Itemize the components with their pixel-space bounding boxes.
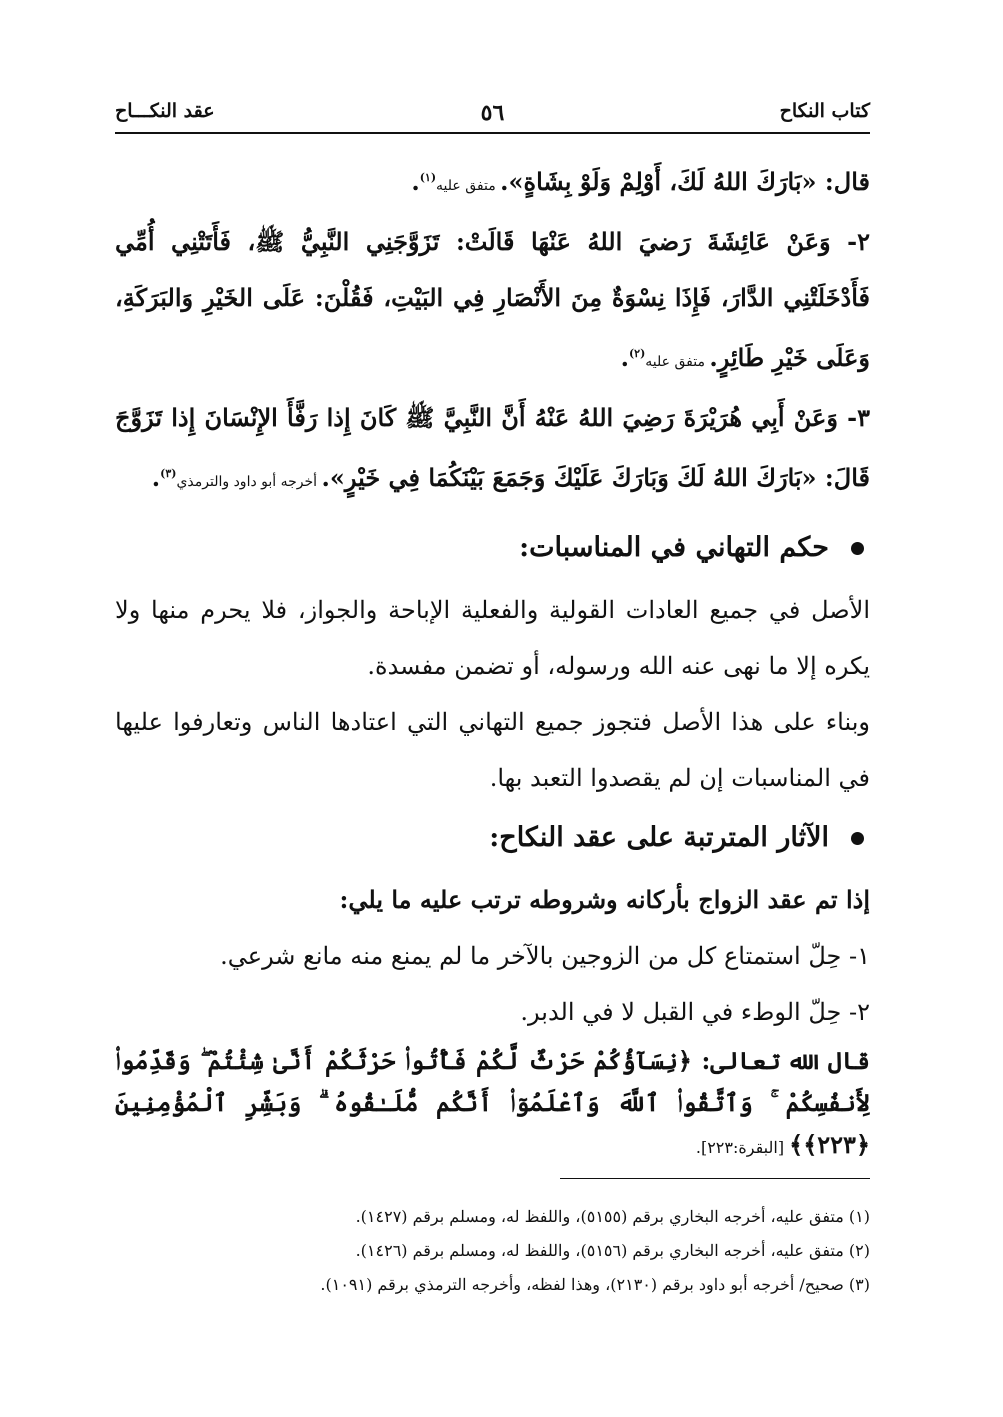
section-title-2: الآثار المترتبة على عقد النكاح:	[489, 822, 829, 853]
footnote-marker-1: (١)	[419, 171, 437, 184]
section2-item-2: ٢- حِلّ الوطء في القبل لا في الدبر.	[520, 998, 870, 1026]
footnote-2: (٢) متفق عليه، أخرجه البخاري برقم (٥١٥٦)، واللفظ له، ومسلم برقم (١٤٢٦).	[355, 1241, 870, 1260]
footnote-marker-3: (٣)	[160, 467, 177, 480]
section-title-1: حكم التهاني في المناسبات:	[519, 532, 829, 563]
hadith-text-3: ٣- وَعَنْ أَبِي هُرَيْرَةَ رَضِيَ اللهُ عَنْهُ أَنَّ النَّبِيَّ ﷺ كَانَ إِذا رَفَّأَ الإِنْسَانَ إِذا تَزَوَّجَ قَالَ: «بَارَكَ اللهُ لَكَ وَبَارَكَ عَلَيْكَ وَجَمَعَ بَيْنَكُمَا فِي خَيْرٍ».	[115, 403, 870, 492]
page-number: ٥٦	[480, 100, 505, 126]
quran-verse	[115, 1040, 870, 1169]
bullet-icon	[851, 542, 864, 555]
chapter-title: عقد النكـــاح	[115, 100, 215, 122]
hadith-end-3: .	[151, 463, 161, 492]
quran-verse-text: قال الله تعالى: ﴿نِسَآؤُكُمْ حَرْثٌ لَّكُمْ فَأْتُوا۟ حَرْثَكُمْ أَنَّىٰ شِئْتُمْ ۖ وَقَدِّمُوا۟ لِأَنفُسِكُمْ ۚ وَٱتَّقُوا۟ ٱللَّهَ وَٱعْلَمُوٓا۟ أَنَّكُم مُّلَـٰقُوهُ ۗ وَبَشِّرِ ٱلْمُؤْمِنِينَ ﴿٢٢٣﴾﴾	[115, 1046, 870, 1159]
section1-paragraph-1: الأصل في جميع العادات القولية والفعلية الإباحة والجواز، فلا يحرم منها ولا يكره إلا ما نهى عنه الله ورسوله، أو تضمن مفسدة.	[115, 596, 870, 680]
hadith-paragraph-1	[115, 150, 870, 214]
footnotes	[115, 1200, 870, 1302]
bullet-icon	[851, 832, 864, 845]
footnote-3: (٣) صحيح/ أخرجه أبو داود برقم (٢١٣٠)، وهذا لفظه، وأخرجه الترمذي برقم (١٠٩١).	[320, 1275, 870, 1294]
section2-intro: إذا تم عقد الزواج بأركانه وشروطه ترتب عليه ما يلي:	[339, 885, 870, 914]
hadith-paragraph-2	[115, 214, 870, 390]
footnote-1: (١) متفق عليه، أخرجه البخاري برقم (٥١٥٥)، واللفظ له، ومسلم برقم (١٤٢٧).	[355, 1207, 870, 1226]
footnote-marker-2: (٢)	[628, 347, 646, 360]
quran-ref: [البقرة:٢٢٣].	[695, 1138, 790, 1157]
hadith-text-1: قال: «بَارَكَ اللهُ لَكَ، أَوْلِمْ وَلَوْ بِشَاةٍ».	[500, 167, 870, 196]
hadith-ref-3: أخرجه أبو داود والترمذي	[176, 474, 322, 490]
hadith-paragraph-3	[115, 390, 870, 510]
hadith-ref-2: متفق عليه	[645, 354, 710, 370]
page-header	[115, 100, 870, 134]
hadith-end-2: .	[620, 343, 629, 372]
section-heading-2	[115, 808, 870, 868]
header-rule	[115, 132, 870, 134]
section1-paragraph-2: وبناء على هذا الأصل فتجوز جميع التهاني التي اعتادها الناس وتعارفوا عليها في المناسبات إن لم يقصدوا التعبد بها.	[115, 708, 870, 792]
section-heading-1	[115, 518, 870, 578]
book-title: كتاب النكاح	[779, 100, 870, 122]
hadith-text-2: ٢- وَعَنْ عَائِشَةَ رَضيَ اللهُ عَنْهَا قَالَتْ: تَزَوَّجَنِي النَّبِيُّ ﷺ، فَأَتَتْنِي أُمِّي فَأَدْخَلَتْنِي الدَّارَ، فَإِذَا نِسْوَةٌ مِنَ الأَنْصَارِ فِي البَيْتِ، فَقُلْنَ: عَلَى الخَيْرِ وَالبَرَكَةِ، وَعَلَى خَيْرِ طَائِرٍ.	[115, 227, 870, 372]
footnote-rule	[560, 1178, 870, 1179]
section2-item-1: ١- حِلّ استمتاع كل من الزوجين بالآخر ما لم يمنع منه مانع شرعي.	[220, 942, 870, 970]
hadith-end-1: .	[411, 167, 420, 196]
main-text	[115, 150, 870, 1169]
hadith-ref-1: متفق عليه	[436, 178, 501, 194]
